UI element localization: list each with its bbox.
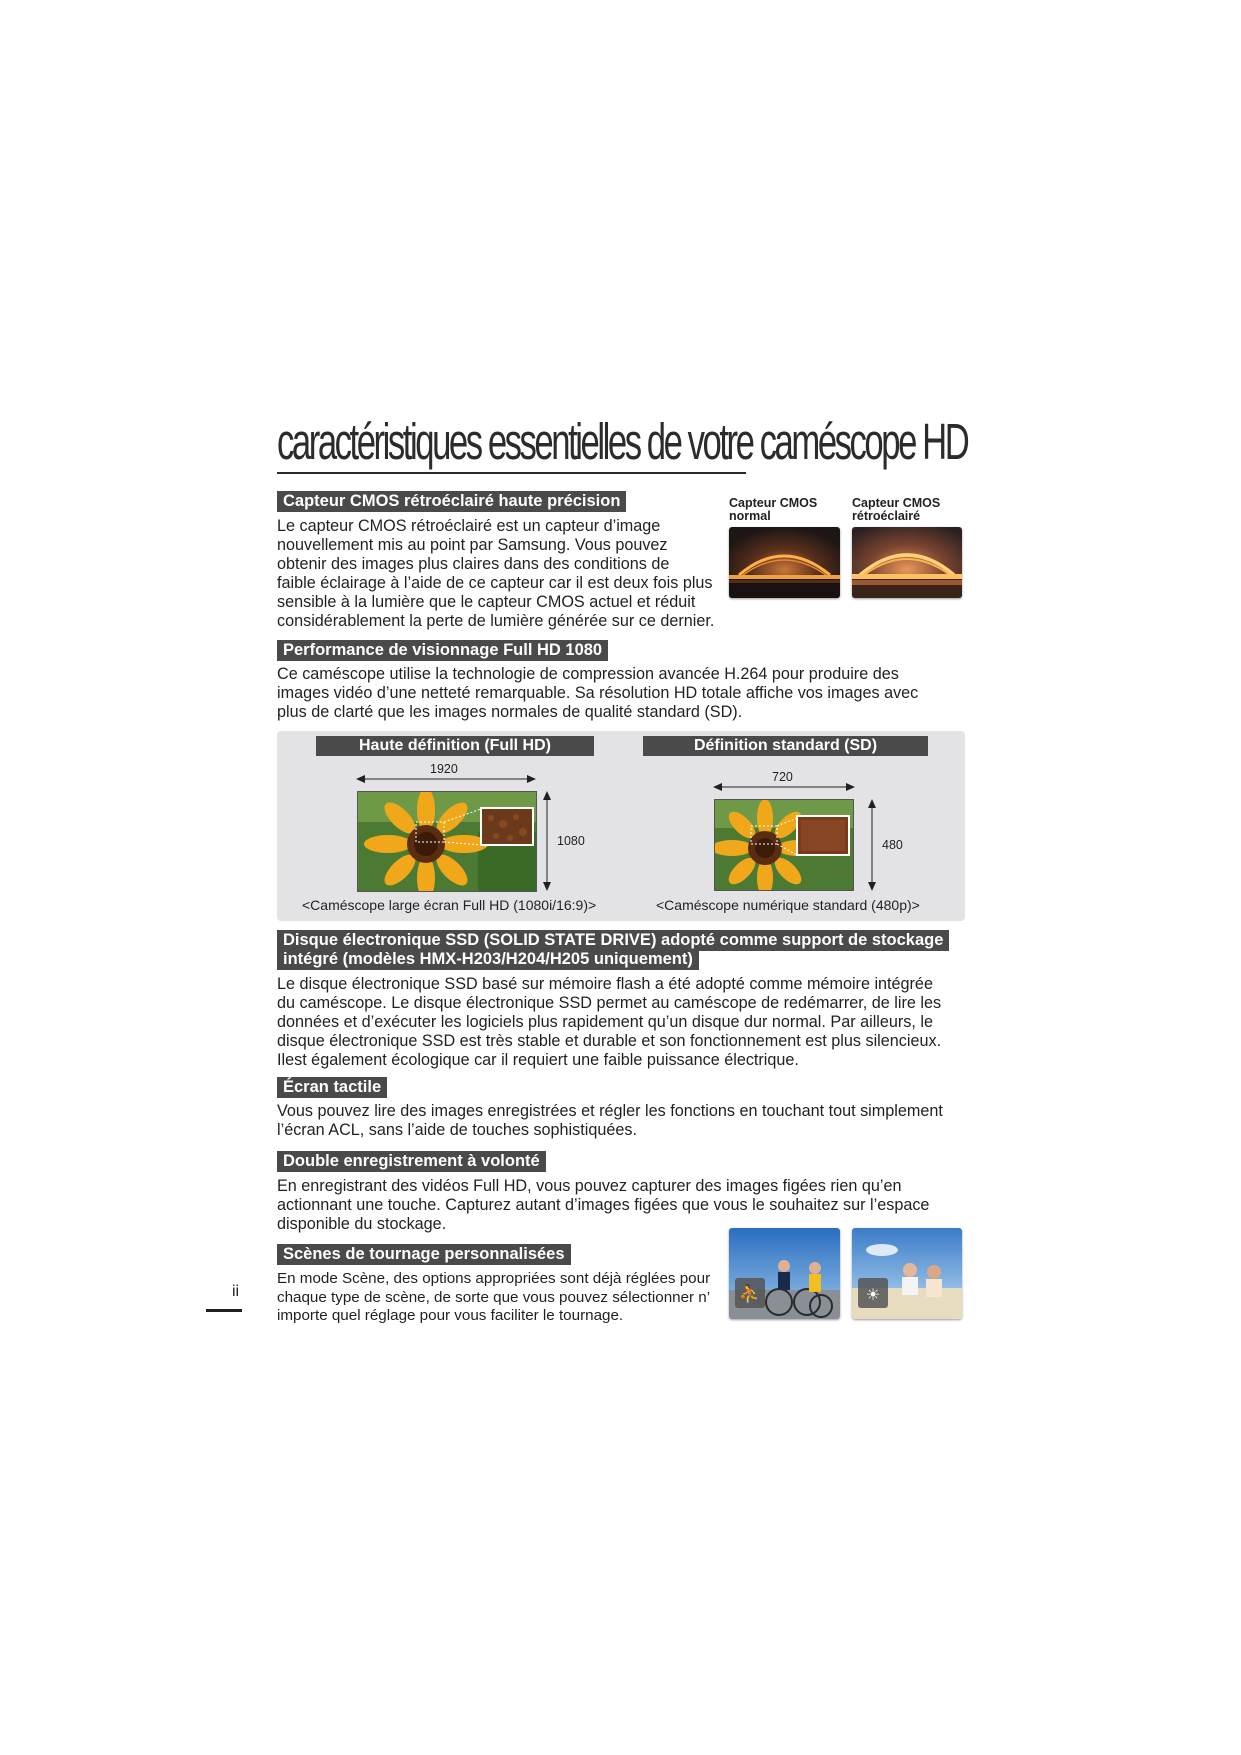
text-line: images vidéo d’une netteté remarquable. Sa résolution HD totale affiche vos images avec bbox=[277, 684, 919, 702]
text-line: nouvellement mis au point par Samsung. Vous pouvez bbox=[277, 536, 668, 554]
hd-height-arrow bbox=[541, 791, 553, 891]
hd-height-value: 1080 bbox=[557, 834, 585, 848]
photo-cmos-normal bbox=[729, 527, 840, 598]
text-line: Ilest également écologique car il requiert une faible puissance électrique. bbox=[277, 1051, 799, 1069]
text-line: obtenir des images plus claires dans des conditions de bbox=[277, 555, 670, 573]
section-heading-ssd-line2: intégré (modèles HMX-H203/H204/H205 uniquement) bbox=[277, 949, 699, 970]
caption-line: Capteur CMOS bbox=[852, 496, 941, 510]
text-line: importe quel réglage pour vous faciliter le tournage. bbox=[277, 1307, 624, 1324]
page-number-rule bbox=[206, 1309, 242, 1312]
text-line: plus de clarté que les images normales de qualité standard (SD). bbox=[277, 703, 743, 721]
text-line: Vous pouvez lire des images enregistrées et régler les fonctions en touchant tout simplement bbox=[277, 1102, 943, 1120]
sd-label: Définition standard (SD) bbox=[643, 736, 928, 756]
photo-scene-beach bbox=[852, 1228, 962, 1319]
section-cmos bbox=[277, 491, 626, 512]
section-heading-ssd-line1: Disque électronique SSD (SOLID STATE DRIVE) adopté comme support de stockage bbox=[277, 930, 949, 951]
text-line: considérablement la perte de lumière générée sur ce dernier. bbox=[277, 612, 715, 630]
text-line: En enregistrant des vidéos Full HD, vous pouvez capturer des images figées rien qu’en bbox=[277, 1177, 902, 1195]
sd-width-arrow bbox=[713, 781, 855, 793]
page-number: ii bbox=[232, 1283, 240, 1300]
section-ssd bbox=[277, 930, 949, 970]
sd-sunflower-image bbox=[714, 799, 854, 891]
text-line: chaque type de scène, de sorte que vous pouvez sélectionner n’ bbox=[277, 1288, 711, 1306]
text-line: Le capteur CMOS rétroéclairé est un capteur d’image bbox=[277, 517, 661, 535]
text-line: du caméscope. Le disque électronique SSD permet au caméscope de redémarrer, de lire les bbox=[277, 994, 942, 1012]
text-line: disponible du stockage. bbox=[277, 1215, 447, 1233]
hd-label: Haute définition (Full HD) bbox=[316, 736, 594, 756]
sd-height-arrow bbox=[866, 799, 878, 891]
section-fullhd-text bbox=[277, 665, 967, 722]
section-ssd-text bbox=[277, 975, 967, 1070]
section-heading-cmos: Capteur CMOS rétroéclairé haute précision bbox=[277, 491, 626, 512]
hd-caption: <Caméscope large écran Full HD (1080i/16:9)> bbox=[302, 897, 597, 913]
section-scenes-text bbox=[277, 1270, 722, 1326]
section-touch bbox=[277, 1077, 387, 1098]
caption-cmos-backlit bbox=[852, 497, 940, 523]
section-heading-fullhd: Performance de visionnage Full HD 1080 bbox=[277, 640, 608, 661]
hd-width-value: 1920 bbox=[430, 762, 458, 776]
text-line: disque électronique SSD est très stable et durable et son fonctionnement est plus silencieux. bbox=[277, 1032, 942, 1050]
caption-line: normal bbox=[729, 509, 771, 523]
caption-line: Capteur CMOS bbox=[729, 496, 818, 510]
text-line: En mode Scène, des options appropriées sont déjà réglées pour bbox=[277, 1270, 711, 1287]
caption-line: rétroéclairé bbox=[852, 509, 921, 523]
sd-caption: <Caméscope numérique standard (480p)> bbox=[656, 897, 920, 913]
section-dual bbox=[277, 1151, 546, 1172]
text-line: actionnant une touche. Capturez autant d’images figées que vous le souhaitez sur l’espace bbox=[277, 1196, 930, 1214]
sd-width-value: 720 bbox=[772, 770, 793, 784]
photo-cmos-backlit bbox=[852, 527, 962, 598]
text-line: données et d’exécuter les logiciels plus rapidement qu’un disque dur normal. Par ailleurs, le bbox=[277, 1013, 933, 1031]
hd-sunflower-image bbox=[357, 791, 537, 892]
caption-cmos-normal bbox=[729, 497, 817, 523]
page-title: caractéristiques essentielles de votre caméscope HD bbox=[277, 412, 746, 474]
photo-scene-sports bbox=[729, 1228, 840, 1319]
section-heading-scenes: Scènes de tournage personnalisées bbox=[277, 1244, 571, 1265]
section-heading-touch: Écran tactile bbox=[277, 1077, 387, 1098]
section-heading-dual: Double enregistrement à volonté bbox=[277, 1151, 546, 1172]
text-line: Le disque électronique SSD basé sur mémoire flash a été adopté comme mémoire intégrée bbox=[277, 975, 933, 993]
svg-text:☀: ☀ bbox=[865, 1285, 881, 1304]
sd-height-value: 480 bbox=[882, 838, 903, 852]
text-line: l’écran ACL, sans l’aide de touches sophistiquées. bbox=[277, 1121, 637, 1139]
text-line: Ce caméscope utilise la technologie de compression avancée H.264 pour produire des bbox=[277, 665, 899, 683]
section-fullhd bbox=[277, 640, 608, 661]
text-line: faible éclairage à l’aide de ce capteur car il est deux fois plus bbox=[277, 574, 713, 592]
svg-text:⛹: ⛹ bbox=[738, 1284, 762, 1305]
section-touch-text bbox=[277, 1102, 967, 1140]
section-cmos-text bbox=[277, 517, 717, 631]
hd-width-arrow bbox=[356, 773, 536, 785]
text-line: sensible à la lumière que le capteur CMOS actuel et réduit bbox=[277, 593, 696, 611]
section-scenes bbox=[277, 1244, 571, 1265]
section-dual-text bbox=[277, 1177, 967, 1234]
